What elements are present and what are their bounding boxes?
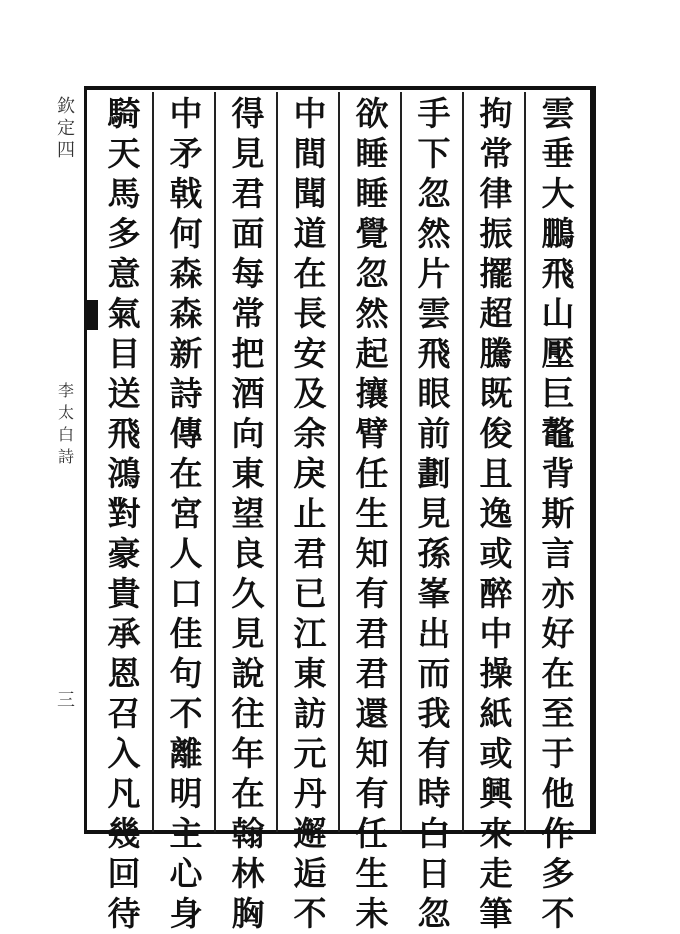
character: 鴻 (107, 454, 141, 493)
character: 君 (231, 174, 265, 213)
character: 不 (293, 894, 327, 933)
character: 好 (541, 614, 575, 653)
character: 翰 (231, 814, 265, 853)
character: 見 (231, 614, 265, 653)
character: 對 (107, 494, 141, 533)
character: 大 (541, 174, 575, 213)
character: 未 (355, 894, 389, 933)
character: 貴 (107, 574, 141, 613)
character: 戟 (169, 174, 203, 213)
character: 常 (231, 294, 265, 333)
gutter-character: 定 (57, 118, 75, 139)
gutter-character: 李 (57, 381, 74, 400)
character: 君 (355, 654, 389, 693)
character: 或 (479, 534, 513, 573)
character: 鵬 (541, 214, 575, 253)
character: 林 (231, 854, 265, 893)
character: 目 (107, 334, 141, 373)
character: 擺 (479, 254, 513, 293)
gutter-character: 太 (57, 403, 74, 422)
character: 口 (169, 574, 203, 613)
character: 走 (479, 854, 513, 893)
character: 于 (541, 734, 575, 773)
character: 間 (293, 134, 327, 173)
character: 任 (355, 814, 389, 853)
character: 戾 (293, 454, 327, 493)
character: 筆 (479, 894, 513, 933)
character: 馬 (107, 174, 141, 213)
character: 睡 (355, 134, 389, 173)
character: 出 (417, 614, 451, 653)
character: 攘 (355, 374, 389, 413)
character: 片 (417, 254, 451, 293)
character: 然 (355, 294, 389, 333)
character: 興 (479, 774, 513, 813)
text-column-6 (218, 94, 278, 933)
character: 在 (231, 774, 265, 813)
character: 宮 (169, 494, 203, 533)
character: 鼇 (541, 414, 575, 453)
character: 余 (293, 414, 327, 453)
character: 主 (169, 814, 203, 853)
character: 已 (293, 574, 327, 613)
character: 說 (231, 654, 265, 693)
character: 君 (293, 534, 327, 573)
frame-bottom-border (84, 830, 596, 834)
character: 句 (169, 654, 203, 693)
character: 有 (417, 734, 451, 773)
character: 道 (293, 214, 327, 253)
character: 逸 (479, 494, 513, 533)
character: 幾 (107, 814, 141, 853)
character: 日 (417, 854, 451, 893)
character: 來 (479, 814, 513, 853)
character: 訪 (293, 694, 327, 733)
character: 得 (231, 94, 265, 133)
character: 忽 (417, 174, 451, 213)
character: 向 (231, 414, 265, 453)
character: 佳 (169, 614, 203, 653)
character: 胸 (231, 894, 265, 933)
character: 常 (479, 134, 513, 173)
character: 見 (417, 494, 451, 533)
character: 言 (541, 534, 575, 573)
character: 中 (293, 94, 327, 133)
character: 操 (479, 654, 513, 693)
character: 且 (479, 454, 513, 493)
text-column-4 (342, 94, 402, 933)
character: 在 (541, 654, 575, 693)
gutter-title-label (52, 380, 80, 468)
character: 意 (107, 254, 141, 293)
character: 元 (293, 734, 327, 773)
character: 止 (293, 494, 327, 533)
text-column-7 (156, 94, 216, 933)
character: 忽 (355, 254, 389, 293)
character: 知 (355, 734, 389, 773)
character: 還 (355, 694, 389, 733)
character: 詩 (169, 374, 203, 413)
character: 傳 (169, 414, 203, 453)
character: 良 (231, 534, 265, 573)
gutter-character: 欽 (57, 96, 75, 117)
character: 騎 (107, 94, 141, 133)
character: 把 (231, 334, 265, 373)
character: 紙 (479, 694, 513, 733)
character: 回 (107, 854, 141, 893)
character: 他 (541, 774, 575, 813)
character: 壓 (541, 334, 575, 373)
character: 不 (169, 694, 203, 733)
character: 斯 (541, 494, 575, 533)
character: 恩 (107, 654, 141, 693)
character: 有 (355, 774, 389, 813)
character: 前 (417, 414, 451, 453)
character: 何 (169, 214, 203, 253)
frame-left-border (84, 86, 87, 834)
text-column-3 (404, 94, 464, 933)
text-column-5 (280, 94, 340, 933)
character: 劃 (417, 454, 451, 493)
character: 孫 (417, 534, 451, 573)
character: 睡 (355, 174, 389, 213)
gutter-character: 白 (57, 425, 74, 444)
character: 及 (293, 374, 327, 413)
character: 覺 (355, 214, 389, 253)
character: 森 (169, 294, 203, 333)
character: 新 (169, 334, 203, 373)
character: 在 (169, 454, 203, 493)
text-column-1 (528, 94, 588, 933)
character: 氣 (107, 294, 141, 333)
character: 山 (541, 294, 575, 333)
character: 離 (169, 734, 203, 773)
character: 中 (479, 614, 513, 653)
character: 丹 (293, 774, 327, 813)
character: 飛 (541, 254, 575, 293)
character: 入 (107, 734, 141, 773)
character: 召 (107, 694, 141, 733)
character: 身 (169, 894, 203, 933)
character: 雲 (417, 294, 451, 333)
character: 背 (541, 454, 575, 493)
character: 然 (417, 214, 451, 253)
character: 垂 (541, 134, 575, 173)
character: 矛 (169, 134, 203, 173)
character: 超 (479, 294, 513, 333)
character: 年 (231, 734, 265, 773)
character: 聞 (293, 174, 327, 213)
character: 見 (231, 134, 265, 173)
character: 騰 (479, 334, 513, 373)
character: 飛 (107, 414, 141, 453)
character: 臂 (355, 414, 389, 453)
character: 中 (169, 94, 203, 133)
character: 至 (541, 694, 575, 733)
character: 白 (417, 814, 451, 853)
gutter-character: 四 (57, 140, 75, 161)
gutter-page-marker (52, 690, 80, 712)
character: 長 (293, 294, 327, 333)
character: 任 (355, 454, 389, 493)
frame-top-border (84, 86, 596, 90)
character: 心 (169, 854, 203, 893)
character: 振 (479, 214, 513, 253)
character: 起 (355, 334, 389, 373)
character: 森 (169, 254, 203, 293)
character: 酒 (231, 374, 265, 413)
character: 拘 (479, 94, 513, 133)
character: 知 (355, 534, 389, 573)
character: 明 (169, 774, 203, 813)
character: 手 (417, 94, 451, 133)
character: 生 (355, 494, 389, 533)
character: 人 (169, 534, 203, 573)
character: 峯 (417, 574, 451, 613)
character: 往 (231, 694, 265, 733)
text-column-8 (94, 94, 154, 933)
gutter-top-label (52, 96, 80, 162)
character: 東 (231, 454, 265, 493)
character: 邂 (293, 814, 327, 853)
frame-right-border (590, 86, 596, 834)
character: 承 (107, 614, 141, 653)
character: 逅 (293, 854, 327, 893)
character: 俊 (479, 414, 513, 453)
character: 下 (417, 134, 451, 173)
character: 江 (293, 614, 327, 653)
character: 醉 (479, 574, 513, 613)
character: 忽 (417, 894, 451, 933)
character: 律 (479, 174, 513, 213)
character: 面 (231, 214, 265, 253)
character: 東 (293, 654, 327, 693)
character: 我 (417, 694, 451, 733)
character: 久 (231, 574, 265, 613)
character: 待 (107, 894, 141, 933)
character: 天 (107, 134, 141, 173)
character: 飛 (417, 334, 451, 373)
gutter-character: 詩 (57, 447, 74, 466)
text-column-2 (466, 94, 526, 933)
character: 而 (417, 654, 451, 693)
character: 君 (355, 614, 389, 653)
character: 豪 (107, 534, 141, 573)
character: 或 (479, 734, 513, 773)
character: 每 (231, 254, 265, 293)
character: 生 (355, 854, 389, 893)
character: 多 (107, 214, 141, 253)
character: 望 (231, 494, 265, 533)
character: 欲 (355, 94, 389, 133)
character: 凡 (107, 774, 141, 813)
character: 作 (541, 814, 575, 853)
character: 在 (293, 254, 327, 293)
character: 有 (355, 574, 389, 613)
character: 時 (417, 774, 451, 813)
character: 不 (541, 894, 575, 933)
character: 安 (293, 334, 327, 373)
character: 既 (479, 374, 513, 413)
gutter-character: 三 (57, 690, 75, 711)
character: 送 (107, 374, 141, 413)
character: 雲 (541, 94, 575, 133)
character: 亦 (541, 574, 575, 613)
character: 多 (541, 854, 575, 893)
character: 眼 (417, 374, 451, 413)
character: 巨 (541, 374, 575, 413)
